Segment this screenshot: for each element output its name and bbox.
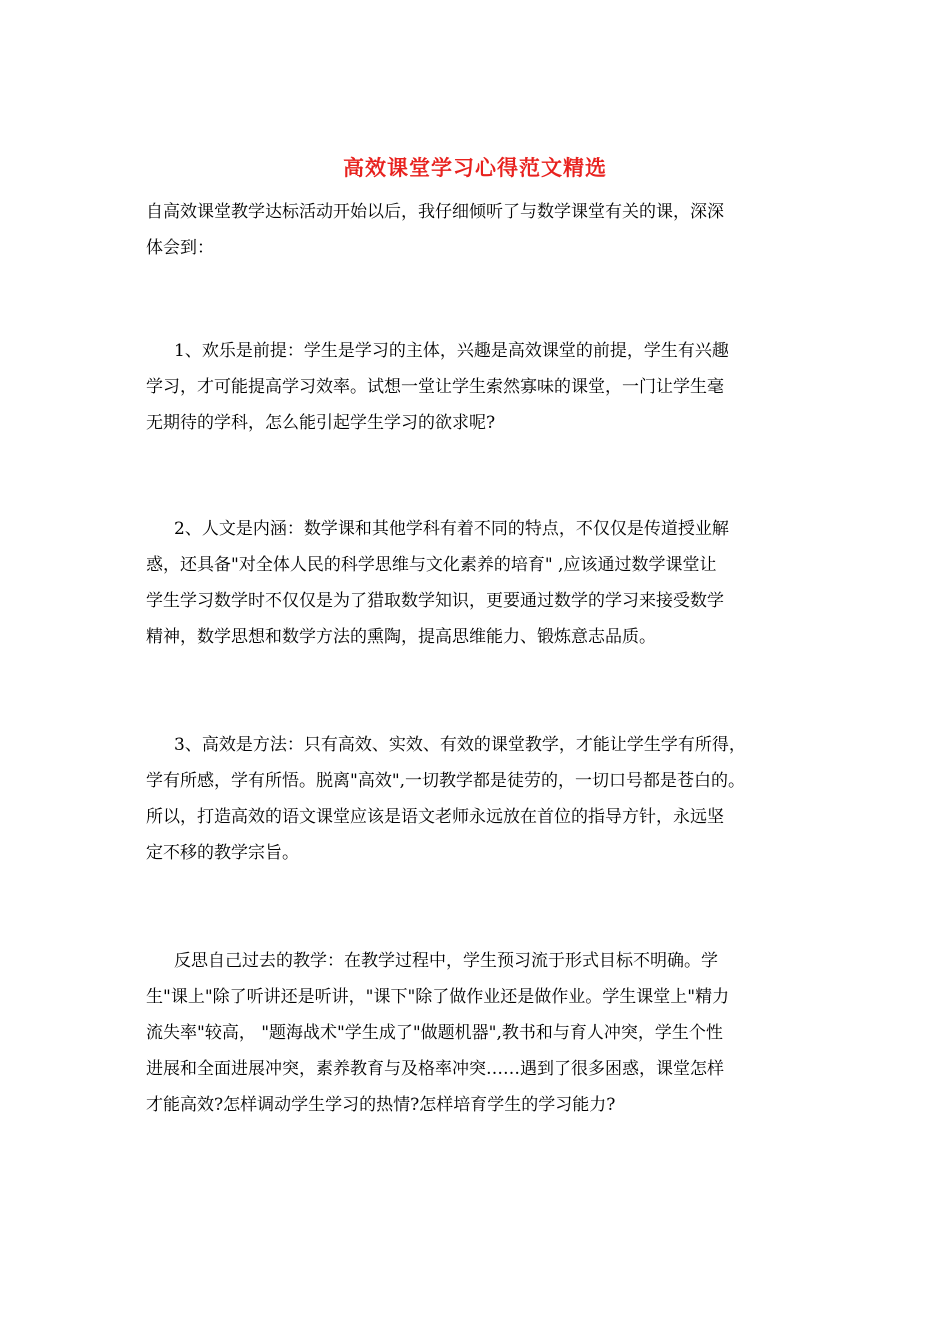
paragraph-line: 生"课上"除了听讲还是听讲，"课下"除了做作业还是做作业。学生课堂上"精力 — [146, 987, 730, 1007]
paragraph-line: 学习，才可能提高学习效率。试想一堂让学生索然寡味的课堂，一门让学生毫 — [146, 377, 724, 397]
document-title: 高效课堂学习心得范文精选 — [343, 156, 607, 180]
paragraph-line: 1、欢乐是前提：学生是学习的主体，兴趣是高效课堂的前提，学生有兴趣 — [174, 341, 729, 361]
paragraph-line: 精神，数学思想和数学方法的熏陶，提高思维能力、锻炼意志品质。 — [146, 627, 656, 647]
paragraph-line: 2、人文是内涵：数学课和其他学科有着不同的特点，不仅仅是传道授业解 — [174, 519, 729, 539]
paragraph-line: 自高效课堂教学达标活动开始以后，我仔细倾听了与数学课堂有关的课，深深 — [146, 202, 724, 222]
paragraph-point-3 — [146, 727, 746, 871]
paragraph-line: 流失率"较高， "题海战术"学生成了"做题机器",教书和与育人冲突，学生个性 — [146, 1023, 723, 1043]
paragraph-intro — [146, 194, 724, 266]
paragraph-line: 所以，打造高效的语文课堂应该是语文老师永远放在首位的指导方针，永远坚 — [146, 807, 724, 827]
paragraph-line: 体会到： — [146, 238, 214, 258]
paragraph-line: 学有所感，学有所悟。脱离"高效",一切教学都是徒劳的，一切口号都是苍白的。 — [146, 771, 746, 791]
paragraph-line: 才能高效?怎样调动学生学习的热情?怎样培育学生的学习能力? — [146, 1095, 616, 1115]
paragraph-reflection — [146, 943, 729, 1123]
paragraph-point-2 — [146, 511, 729, 655]
paragraph-line: 惑，还具备"对全体人民的科学思维与文化素养的培育" ,应该通过数学课堂让 — [146, 555, 717, 575]
paragraph-point-1 — [146, 333, 729, 441]
paragraph-line: 反思自己过去的教学：在教学过程中，学生预习流于形式目标不明确。学 — [174, 951, 718, 971]
paragraph-line: 3、高效是方法：只有高效、实效、有效的课堂教学，才能让学生学有所得， — [174, 735, 746, 755]
paragraph-line: 定不移的教学宗旨。 — [146, 843, 299, 863]
paragraph-line: 学生学习数学时不仅仅是为了猎取数学知识，更要通过数学的学习来接受数学 — [146, 591, 724, 611]
paragraph-line: 无期待的学科，怎么能引起学生学习的欲求呢? — [146, 413, 496, 433]
paragraph-line: 进展和全面进展冲突，素养教育与及格率冲突……遇到了很多困惑，课堂怎样 — [146, 1059, 724, 1079]
